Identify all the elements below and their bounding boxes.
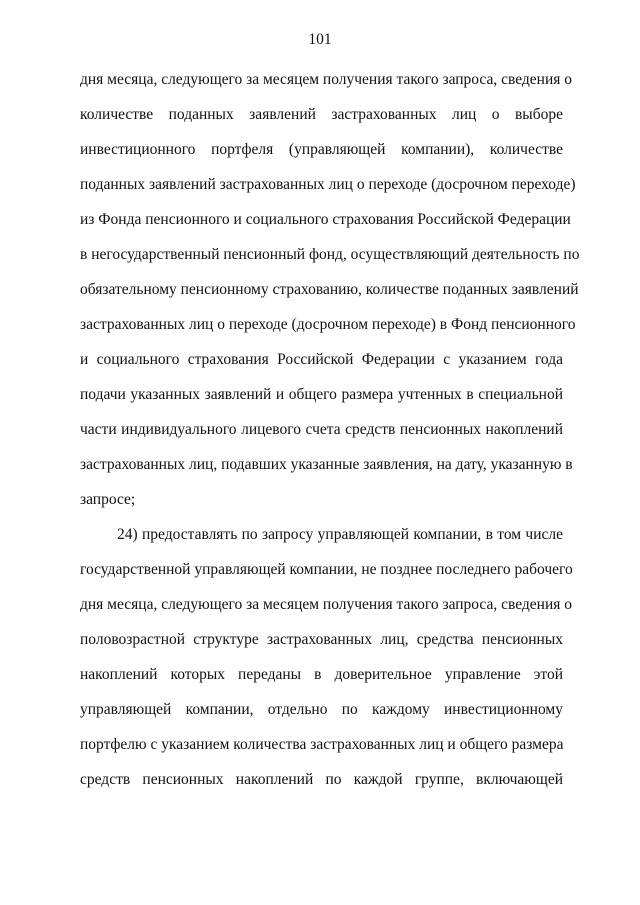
page-number: 101 xyxy=(308,31,332,48)
text-line: дня месяца, следующего за месяцем получения такого запроса, сведения о xyxy=(80,596,573,613)
paragraph-start-line: 24) предоставлять по запросу управляющей компании, в том числе xyxy=(117,526,563,543)
text-line: инвестиционного портфеля (управляющей компании), количестве xyxy=(80,141,563,158)
text-line: обязательному пенсионному страхованию, количестве поданных заявлений xyxy=(80,281,579,298)
text-line: управляющей компании, отдельно по каждому инвестиционному xyxy=(80,701,563,718)
text-line: средств пенсионных накоплений по каждой группе, включающей xyxy=(80,771,563,788)
text-line: застрахованных лиц, подавших указанные заявления, на дату, указанную в xyxy=(80,456,573,473)
text-line: дня месяца, следующего за месяцем получения такого запроса, сведения о xyxy=(80,71,573,88)
text-line: застрахованных лиц о переходе (досрочном переходе) в Фонд пенсионного xyxy=(80,316,576,333)
text-line: и социального страхования Российской Федерации с указанием года xyxy=(80,351,563,368)
text-line: в негосударственный пенсионный фонд, осуществляющий деятельность по xyxy=(80,246,580,263)
text-line: половозрастной структуре застрахованных лиц, средства пенсионных xyxy=(80,631,563,648)
text-line: части индивидуального лицевого счета средств пенсионных накоплений xyxy=(80,421,563,438)
text-line: количестве поданных заявлений застрахованных лиц о выборе xyxy=(80,106,563,123)
text-line: портфелю с указанием количества застрахованных лиц и общего размера xyxy=(80,736,564,753)
text-line: подачи указанных заявлений и общего размера учтенных в специальной xyxy=(80,386,563,403)
text-line: поданных заявлений застрахованных лиц о переходе (досрочном переходе) xyxy=(80,176,576,193)
text-line: из Фонда пенсионного и социального страхования Российской Федерации xyxy=(80,211,571,228)
text-line: накоплений которых переданы в доверительное управление этой xyxy=(80,666,563,683)
text-line: государственной управляющей компании, не позднее последнего рабочего xyxy=(80,561,573,578)
text-line: запросе; xyxy=(80,491,136,508)
